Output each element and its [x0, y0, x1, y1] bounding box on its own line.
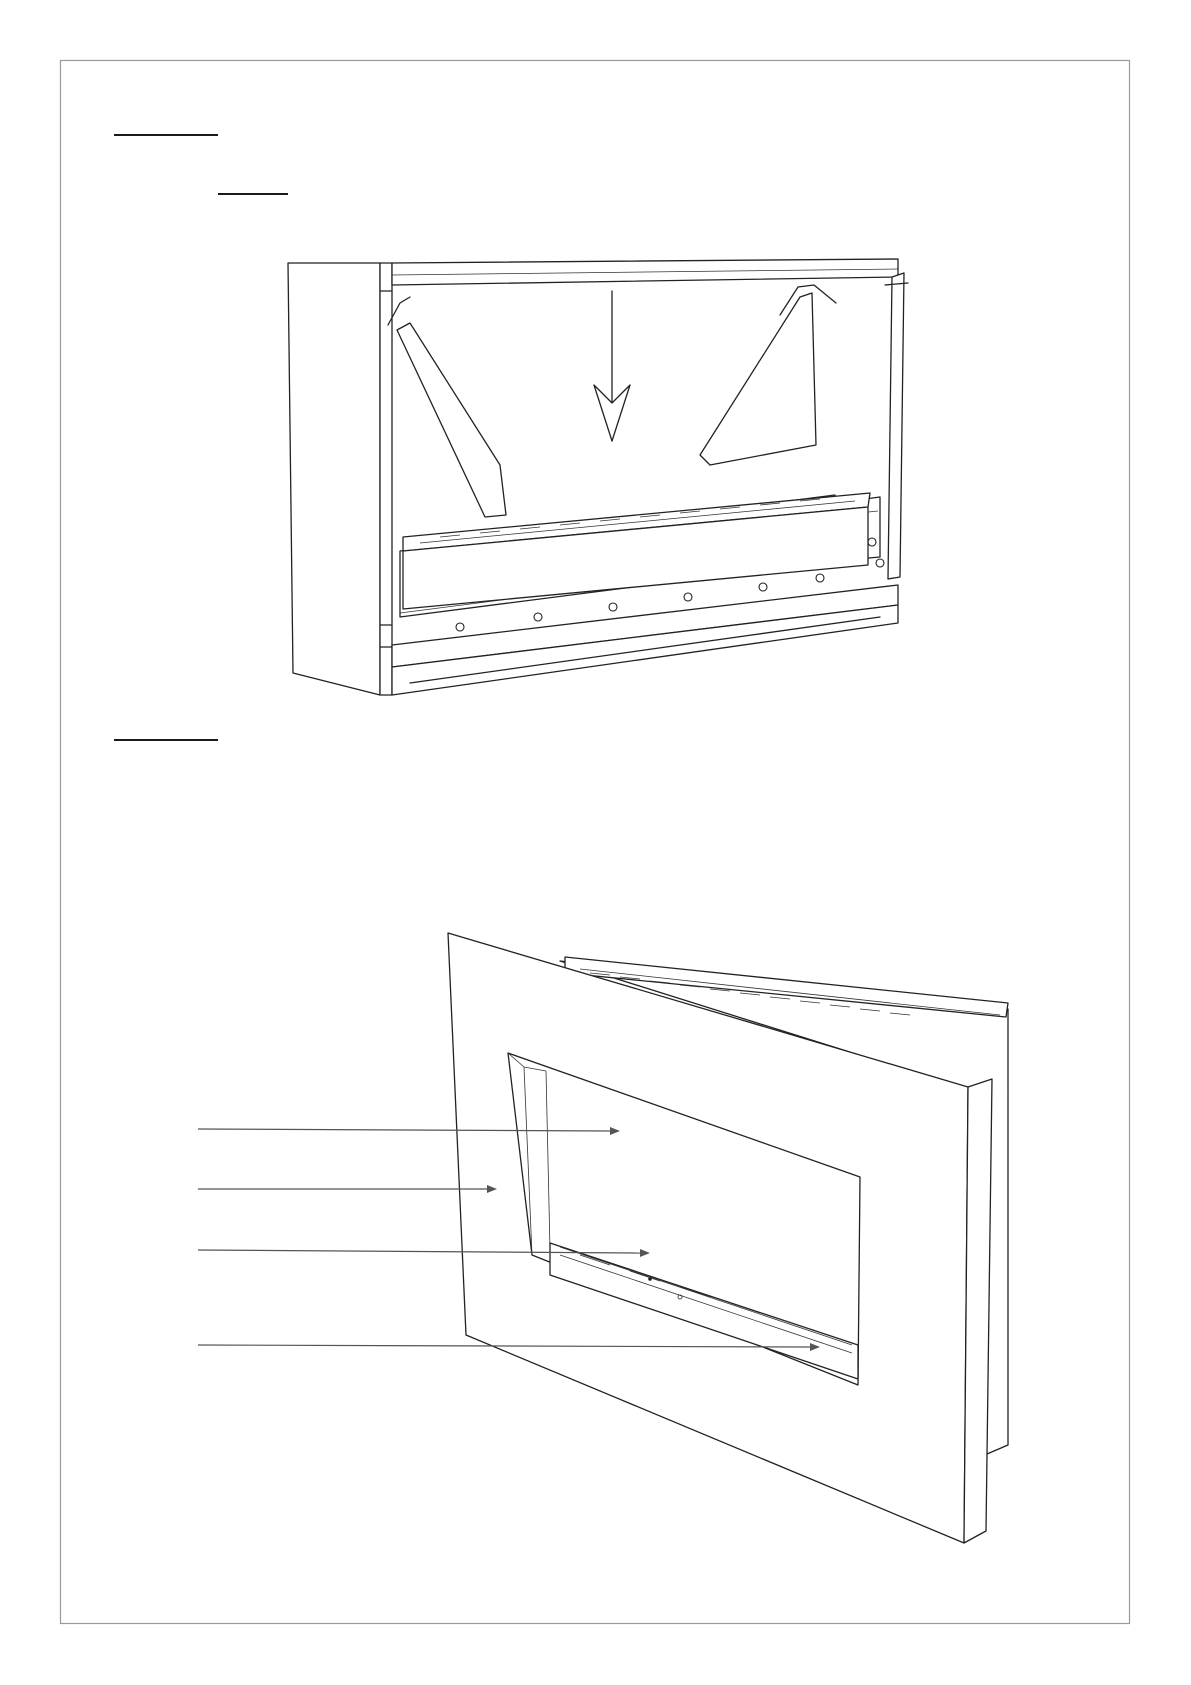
assembled-fireplace-illustration	[180, 925, 1020, 1565]
step-1-subheading-rule	[218, 193, 288, 195]
down-arrow-icon	[594, 291, 630, 441]
insert-burner-unit-illustration	[280, 255, 920, 705]
step-2-heading-rule	[114, 739, 218, 741]
step-1-heading-rule	[114, 134, 218, 136]
callout-2	[198, 1185, 497, 1193]
